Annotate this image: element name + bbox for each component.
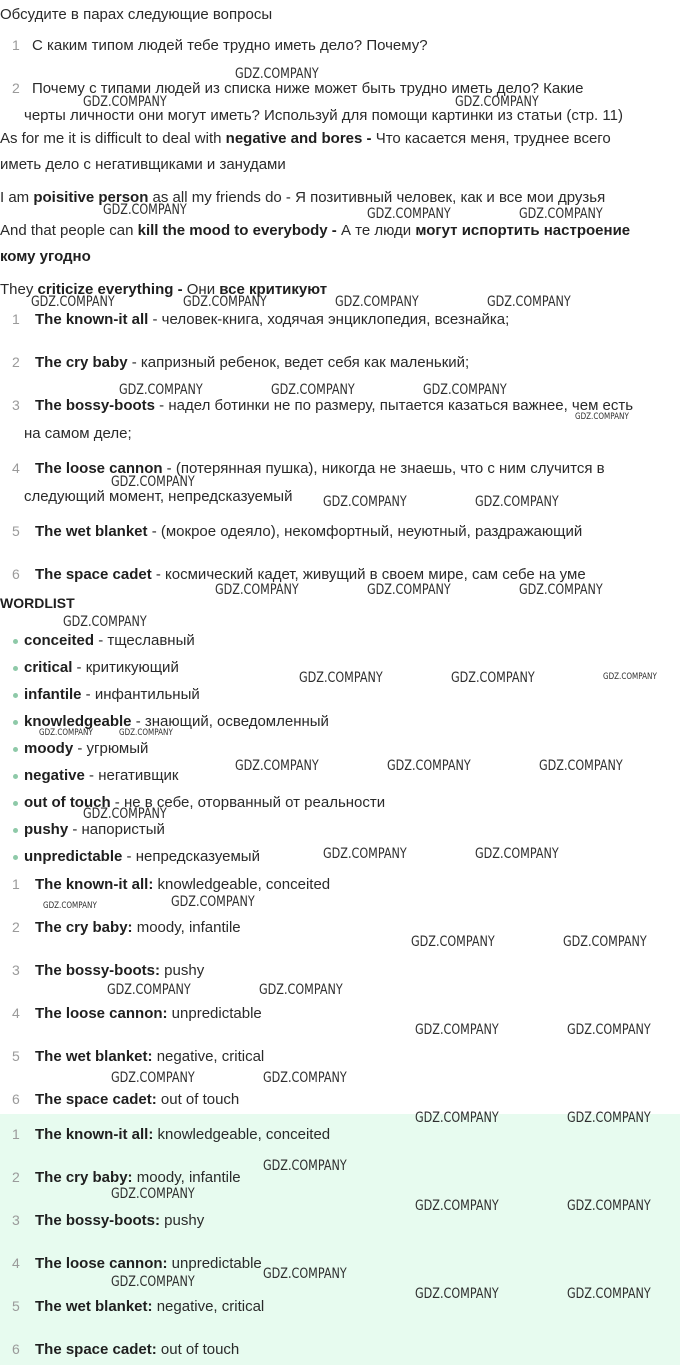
match-item: The known-it all: knowledgeable, conceited <box>35 1126 331 1143</box>
watermark: GDZ.COMPANY <box>415 1022 499 1038</box>
type-item-cont: на самом деле; <box>24 425 132 442</box>
bullet <box>13 747 18 752</box>
question-text: С каким типом людей тебе трудно иметь дело? Почему? <box>32 37 428 54</box>
type-number: 4 <box>12 460 20 476</box>
match-item: The wet blanket: negative, critical <box>35 1298 265 1315</box>
bullet <box>13 720 18 725</box>
bullet <box>13 666 18 671</box>
watermark: GDZ.COMPANY <box>39 728 93 738</box>
watermark: GDZ.COMPANY <box>83 94 167 110</box>
match-item: The cry baby: moody, infantile <box>35 1169 241 1186</box>
question-number: 1 <box>12 37 20 53</box>
watermark: GDZ.COMPANY <box>367 206 451 222</box>
match-item: The bossy-boots: pushy <box>35 962 205 979</box>
watermark: GDZ.COMPANY <box>323 846 407 862</box>
match-number: 4 <box>12 1255 20 1271</box>
type-item: The wet blanket - (мокрое одеяло), некомфортный, неуютный, раздражающий <box>35 523 583 540</box>
watermark: GDZ.COMPANY <box>475 846 559 862</box>
answer-line: As for me it is difficult to deal with negative and bores - Что касается меня, труднее всего <box>0 130 611 147</box>
wordlist-item: out of touch - не в себе, оторванный от реальности <box>24 794 386 811</box>
watermark: GDZ.COMPANY <box>103 202 187 218</box>
bullet <box>13 639 18 644</box>
watermark: GDZ.COMPANY <box>271 382 355 398</box>
highlighted-answer-box <box>0 1114 680 1365</box>
answer-line: иметь дело с негативщиками и занудами <box>0 156 286 173</box>
type-number: 6 <box>12 566 20 582</box>
watermark: GDZ.COMPANY <box>235 758 319 774</box>
match-number: 2 <box>12 1169 20 1185</box>
bullet <box>13 828 18 833</box>
watermark: GDZ.COMPANY <box>111 1186 195 1202</box>
intro-heading: Обсудите в парах следующие вопросы <box>0 6 273 23</box>
type-item: The bossy-boots - надел ботинки не по размеру, пытается казаться важнее, чем есть <box>35 397 634 414</box>
watermark: GDZ.COMPANY <box>487 294 571 310</box>
match-number: 3 <box>12 962 20 978</box>
wordlist-item: pushy - напористый <box>24 821 165 838</box>
match-number: 5 <box>12 1048 20 1064</box>
wordlist-item: conceited - тщеславный <box>24 632 195 649</box>
wordlist-item: infantile - инфантильный <box>24 686 200 703</box>
watermark: GDZ.COMPANY <box>415 1110 499 1126</box>
match-number: 1 <box>12 876 20 892</box>
wordlist-item: moody - угрюмый <box>24 740 149 757</box>
answer-line: I am poisitive person as all my friends do - Я позитивный человек, как и все мои друзья <box>0 189 606 206</box>
watermark: GDZ.COMPANY <box>31 294 115 310</box>
watermark: GDZ.COMPANY <box>567 1286 651 1302</box>
answer-line: They criticize everything - Они все критикуют <box>0 281 328 298</box>
watermark: GDZ.COMPANY <box>111 474 195 490</box>
bullet <box>13 693 18 698</box>
watermark: GDZ.COMPANY <box>567 1022 651 1038</box>
match-item: The cry baby: moody, infantile <box>35 919 241 936</box>
watermark: GDZ.COMPANY <box>43 901 97 911</box>
type-item: The loose cannon - (потерянная пушка), никогда не знаешь, что с ним случится в <box>35 460 605 477</box>
watermark: GDZ.COMPANY <box>575 412 629 422</box>
watermark: GDZ.COMPANY <box>323 494 407 510</box>
wordlist-title: WORDLIST <box>0 595 75 611</box>
watermark: GDZ.COMPANY <box>603 672 657 682</box>
watermark: GDZ.COMPANY <box>111 1274 195 1290</box>
type-number: 2 <box>12 354 20 370</box>
watermark: GDZ.COMPANY <box>567 1198 651 1214</box>
answer-line: кому угодно <box>0 248 91 265</box>
watermark: GDZ.COMPANY <box>539 758 623 774</box>
match-item: The loose cannon: unpredictable <box>35 1255 262 1272</box>
question-number: 2 <box>12 80 20 96</box>
bullet <box>13 855 18 860</box>
match-item: The wet blanket: negative, critical <box>35 1048 265 1065</box>
match-item: The known-it all: knowledgeable, conceited <box>35 876 331 893</box>
watermark: GDZ.COMPANY <box>455 94 539 110</box>
match-item: The bossy-boots: pushy <box>35 1212 205 1229</box>
watermark: GDZ.COMPANY <box>567 1110 651 1126</box>
watermark: GDZ.COMPANY <box>119 728 173 738</box>
watermark: GDZ.COMPANY <box>519 206 603 222</box>
type-item-cont: следующий момент, непредсказуемый <box>24 488 293 505</box>
watermark: GDZ.COMPANY <box>423 382 507 398</box>
watermark: GDZ.COMPANY <box>63 614 147 630</box>
watermark: GDZ.COMPANY <box>563 934 647 950</box>
watermark: GDZ.COMPANY <box>119 382 203 398</box>
watermark: GDZ.COMPANY <box>299 670 383 686</box>
watermark: GDZ.COMPANY <box>111 1070 195 1086</box>
type-number: 5 <box>12 523 20 539</box>
watermark: GDZ.COMPANY <box>519 582 603 598</box>
type-number: 3 <box>12 397 20 413</box>
match-number: 1 <box>12 1126 20 1142</box>
watermark: GDZ.COMPANY <box>235 66 319 82</box>
watermark: GDZ.COMPANY <box>411 934 495 950</box>
wordlist-item: negative - негативщик <box>24 767 179 784</box>
watermark: GDZ.COMPANY <box>335 294 419 310</box>
match-number: 4 <box>12 1005 20 1021</box>
match-item: The space cadet: out of touch <box>35 1091 240 1108</box>
wordlist-item: unpredictable - непредсказуемый <box>24 848 260 865</box>
type-item: The space cadet - космический кадет, живущий в своем мире, сам себе на уме <box>35 566 586 583</box>
match-item: The space cadet: out of touch <box>35 1341 240 1358</box>
match-number: 6 <box>12 1341 20 1357</box>
watermark: GDZ.COMPANY <box>183 294 267 310</box>
bullet <box>13 774 18 779</box>
watermark: GDZ.COMPANY <box>263 1158 347 1174</box>
wordlist-item: critical - критикующий <box>24 659 179 676</box>
question-text: Почему с типами людей из списка ниже может быть трудно иметь дело? Какие <box>32 80 584 97</box>
watermark: GDZ.COMPANY <box>259 982 343 998</box>
match-number: 2 <box>12 919 20 935</box>
type-item: The known-it all - человек-книга, ходячая энциклопедия, всезнайка; <box>35 311 510 328</box>
watermark: GDZ.COMPANY <box>451 670 535 686</box>
match-item: The loose cannon: unpredictable <box>35 1005 262 1022</box>
watermark: GDZ.COMPANY <box>475 494 559 510</box>
watermark: GDZ.COMPANY <box>107 982 191 998</box>
watermark: GDZ.COMPANY <box>215 582 299 598</box>
watermark: GDZ.COMPANY <box>263 1266 347 1282</box>
match-number: 6 <box>12 1091 20 1107</box>
watermark: GDZ.COMPANY <box>387 758 471 774</box>
watermark: GDZ.COMPANY <box>415 1198 499 1214</box>
match-number: 3 <box>12 1212 20 1228</box>
wordlist-item: knowledgeable - знающий, осведомленный <box>24 713 329 730</box>
watermark: GDZ.COMPANY <box>171 894 255 910</box>
watermark: GDZ.COMPANY <box>415 1286 499 1302</box>
match-number: 5 <box>12 1298 20 1314</box>
question-text-cont: черты личности они могут иметь? Используй для помощи картинки из статьи (стр. 11) <box>24 107 623 124</box>
watermark: GDZ.COMPANY <box>83 806 167 822</box>
answer-line: And that people can kill the mood to everybody - А те люди могут испортить настроение <box>0 222 631 239</box>
bullet <box>13 801 18 806</box>
type-number: 1 <box>12 311 20 327</box>
watermark: GDZ.COMPANY <box>367 582 451 598</box>
watermark: GDZ.COMPANY <box>263 1070 347 1086</box>
type-item: The cry baby - капризный ребенок, ведет себя как маленький; <box>35 354 470 371</box>
